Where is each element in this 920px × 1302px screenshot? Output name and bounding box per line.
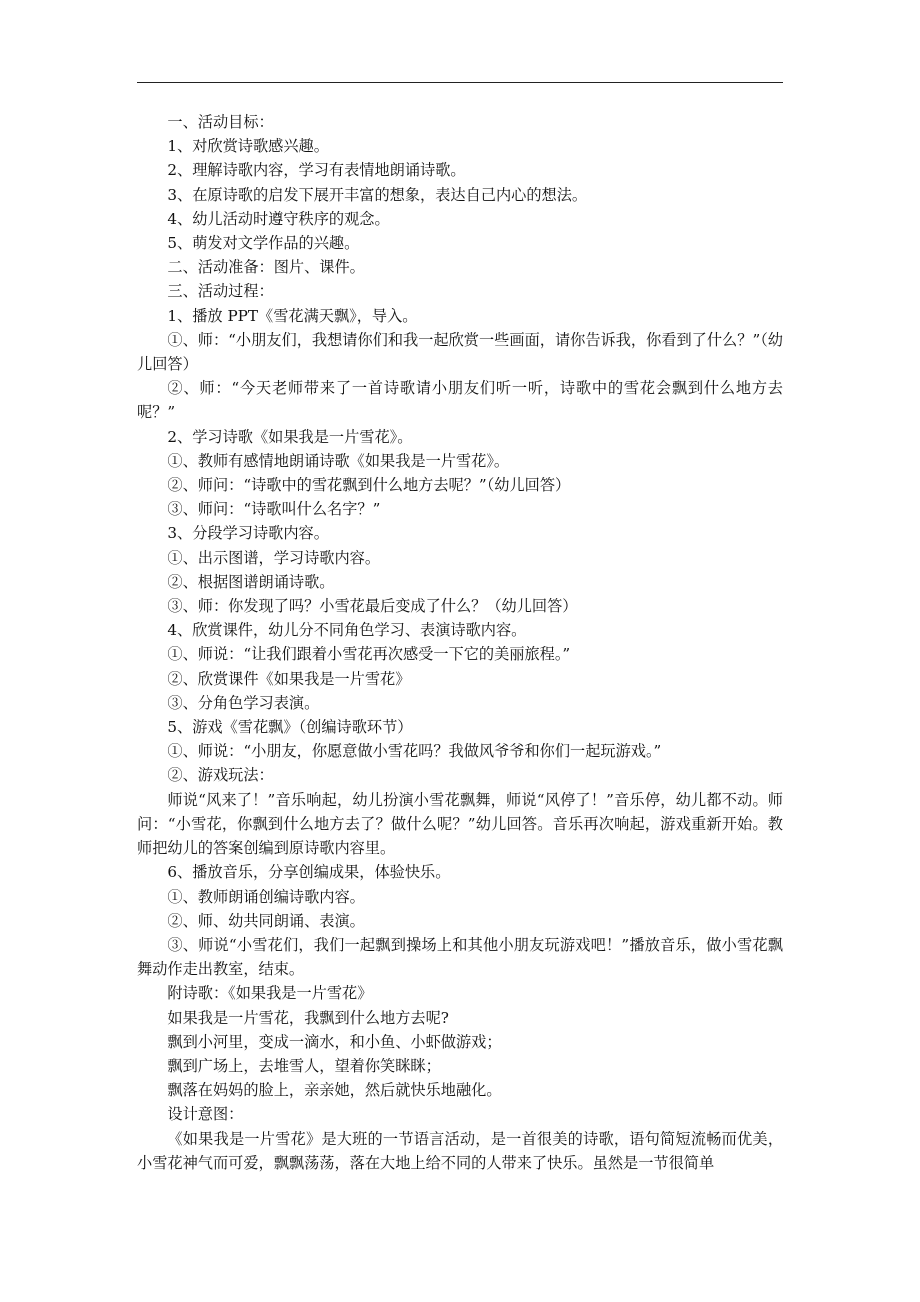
paragraph: 1、对欣赏诗歌感兴趣。 [167,137,329,156]
poem-line: 飘落在妈妈的脸上，亲亲她，然后就快乐地融化。 [167,1081,502,1100]
paragraph: ①、师说：“小朋友，你愿意做小雪花吗？我做风爷爷和你们一起玩游戏。” [167,742,662,761]
paragraph: 附诗歌：《如果我是一片雪花》 [167,984,373,1003]
paragraph: 3、在原诗歌的启发下展开丰富的想象，表达自己内心的想法。 [167,185,588,204]
header-rule [137,82,783,83]
paragraph: ③、师说“小雪花们，我们一起飘到操场上和其他小朋友玩游戏吧！”播放音乐，做小雪花飘舞动作走出教室，结束。 [137,935,783,979]
paragraph: 1、播放 PPT《雪花满天飘》，导入。 [167,306,418,325]
paragraph: ③、师：你发现了吗？小雪花最后变成了什么？（幼儿回答） [167,597,578,616]
paragraph: ②、师、幼共同朗诵、表演。 [167,911,365,930]
paragraph: 师说“风来了！”音乐响起，幼儿扮演小雪花飘舞，师说“风停了！”音乐停，幼儿都不动。师问：“小雪花，你飘到什么地方去了？做什么呢？”幼儿回答。音乐再次响起，游戏重新开始。教师把幼儿的答案创编到原诗歌内容里。 [137,790,783,858]
paragraph: 4、欣赏课件，幼儿分不同角色学习、表演诗歌内容。 [167,621,527,640]
paragraph: 3、分段学习诗歌内容。 [167,524,329,543]
paragraph: 2、学习诗歌《如果我是一片雪花》。 [167,427,413,446]
paragraph: 4、幼儿活动时遵守秩序的观念。 [167,209,390,228]
paragraph: ②、欣赏课件《如果我是一片雪花》 [167,669,411,688]
paragraph: ③、师问：“诗歌叫什么名字？” [167,500,381,519]
paragraph: 设计意图： [167,1105,244,1124]
paragraph: 5、游戏《雪花飘》（创编诗歌环节） [167,718,413,737]
paragraph: 《如果我是一片雪花》是大班的一节语言活动，是一首很美的诗歌，语句简短流畅而优美，小雪花神气而可爱，飘飘荡荡，落在大地上给不同的人带来了快乐。虽然是一节很简单 [137,1129,783,1172]
paragraph: 2、理解诗歌内容，学习有表情地朗诵诗歌。 [167,161,466,180]
poem-line: 如果我是一片雪花，我飘到什么地方去呢? [167,1008,449,1027]
paragraph: 6、播放音乐，分享创编成果，体验快乐。 [167,863,451,882]
paragraph: 二、活动准备：图片、课件。 [167,258,365,277]
paragraph: ③、分角色学习表演。 [167,693,320,712]
paragraph: 一、活动目标： [167,113,274,131]
paragraph: ①、出示图谱，学习诗歌内容。 [167,548,381,567]
paragraph: ①、师说：“让我们跟着小雪花再次感受一下它的美丽旅程。” [167,645,571,664]
poem-line: 飘到广场上，去堆雪人，望着你笑眯眯； [167,1056,441,1075]
paragraph: 5、萌发对文学作品的兴趣。 [167,234,360,253]
document-body [137,110,783,1175]
paragraph: 三、活动过程： [167,282,274,301]
paragraph: ②、师：“今天老师带来了一首诗歌请小朋友们听一听，诗歌中的雪花会飘到什么地方去呢？” [137,379,783,422]
paragraph: ①、教师有感情地朗诵诗歌《如果我是一片雪花》。 [167,451,510,470]
paragraph: ②、师问：“诗歌中的雪花飘到什么地方去呢？”（幼儿回答） [167,476,571,495]
paragraph: ②、根据图谱朗诵诗歌。 [167,572,335,591]
poem-line: 飘到小河里，变成一滴水，和小鱼、小虾做游戏； [167,1032,502,1051]
paragraph: ①、师：“小朋友们，我想请你们和我一起欣赏一些画面，请你告诉我，你看到了什么？”（幼儿回答） [137,330,783,374]
paragraph: ②、游戏玩法： [167,766,274,785]
paragraph: ①、教师朗诵创编诗歌内容。 [167,887,365,906]
